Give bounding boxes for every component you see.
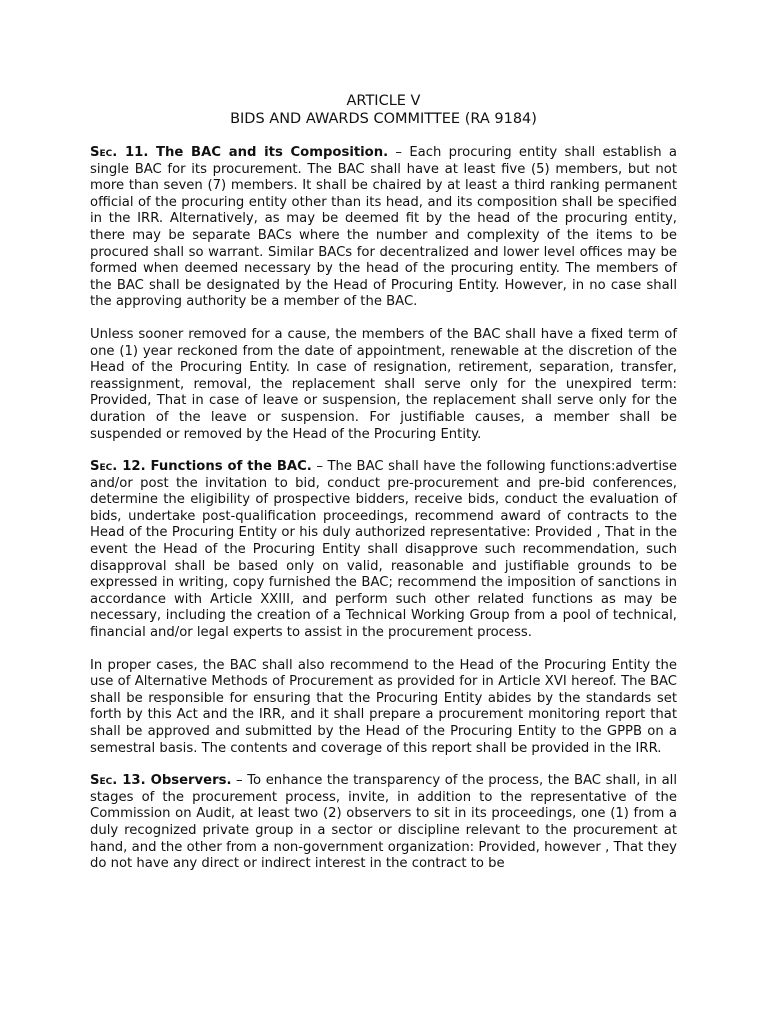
section-11-title: . 11. The BAC and its Composition.: [112, 145, 389, 160]
section-12-sec-word: Sec: [90, 459, 113, 475]
section-12-title: . 12. Functions of the BAC.: [112, 459, 312, 475]
section-13-title: . 13. Observers.: [112, 773, 232, 789]
article-heading: [90, 92, 677, 128]
section-12-heading: [90, 459, 312, 474]
section-11-body: – Each procuring entity shall establish a single BAC for its procurement. The BAC shall have at least five (5) members, but not more than seven (7) members. It shall be chaired by at least a third ranking permanent official of the procuring entity other than its head, and its composition shall be specified in the IRR. Alternatively, as may be deemed fit by the head of the procuring entity, there may be separate BACs where the number and complexity of the items to be procured shall so warrant. Similar BACs for decentralized and lower level offices may be formed when deemed necessary by the head of the procuring entity. The members of the BAC shall be designated by the Head of Procuring Entity. However, in no case shall the approving authority be a member of the BAC.: [90, 145, 677, 310]
article-number: ARTICLE V: [346, 93, 421, 109]
section-13-body: – To enhance the transparency of the process, the BAC shall, in all stages of the procurement process, invite, in addition to the representative of the Commission on Audit, at least two (2) observers to sit in its proceedings, one (1) from a duly recognized private group in a sector or discipline relevant to the procurement at hand, and the other from a non-government organization: Provided, however , That they do not have any direct or indirect interest in the contract to be: [90, 773, 678, 872]
section-11-heading: [90, 145, 388, 160]
section-12-paragraph-2: In proper cases, the BAC shall also recommend to the Head of the Procuring Entity the use of Alternative Methods of Procurement as provided for in Article XVI hereof. The BAC shall be responsible for ensuring that the Procuring Entity abides by the standards set forth by this Act and the IRR, and it shall prepare a procurement monitoring report that shall be approved and submitted by the Head of the Procuring Entity to the GPPB on a semestral basis. The contents and coverage of this report shall be provided in the IRR.: [90, 657, 677, 756]
section-13-sec-word: Sec: [90, 773, 113, 789]
section-13-heading: [90, 773, 231, 788]
section-11-paragraph-2: Unless sooner removed for a cause, the members of the BAC shall have a fixed term of one (1) year reckoned from the date of appointment, renewable at the discretion of the Head of the Procuring Entity. In case of resignation, retirement, separation, transfer, reassignment, removal, the replacement shall serve only for the unexpired term: Provided, That in case of leave or suspension, the replacement shall serve only for the duration of the leave or suspension. For justifiable causes, a member shall be suspended or removed by the Head of the Procuring Entity.: [90, 326, 677, 442]
section-11-paragraph: [90, 145, 677, 311]
document-page: [90, 92, 677, 889]
article-title: BIDS AND AWARDS COMMITTEE (RA 9184): [230, 111, 537, 127]
section-12-body: – The BAC shall have the following functions:advertise and/or post the invitation to bid, conduct pre-procurement and pre-bid conferences, determine the eligibility of prospective bidders, receive bids, conduct the evaluation of bids, undertake post-qualification proceedings, recommend award of contracts to the Head of the Procuring Entity or his duly authorized representative: Provided , That in the event the Head of the Procuring Entity shall disapprove such recommendation, such disapproval shall be based only on valid, reasonable and justifiable grounds to be expressed in writing, copy furnished the BAC; recommend the imposition of sanctions in accordance with Article XXIII, and perform such other related functions as may be necessary, including the creation of a Technical Working Group from a pool of technical, financial and/or legal experts to assist in the procurement process.: [90, 459, 678, 641]
section-13-paragraph: [90, 773, 677, 873]
section-12-paragraph: [90, 459, 677, 642]
section-11-sec-word: Sec: [90, 145, 113, 160]
